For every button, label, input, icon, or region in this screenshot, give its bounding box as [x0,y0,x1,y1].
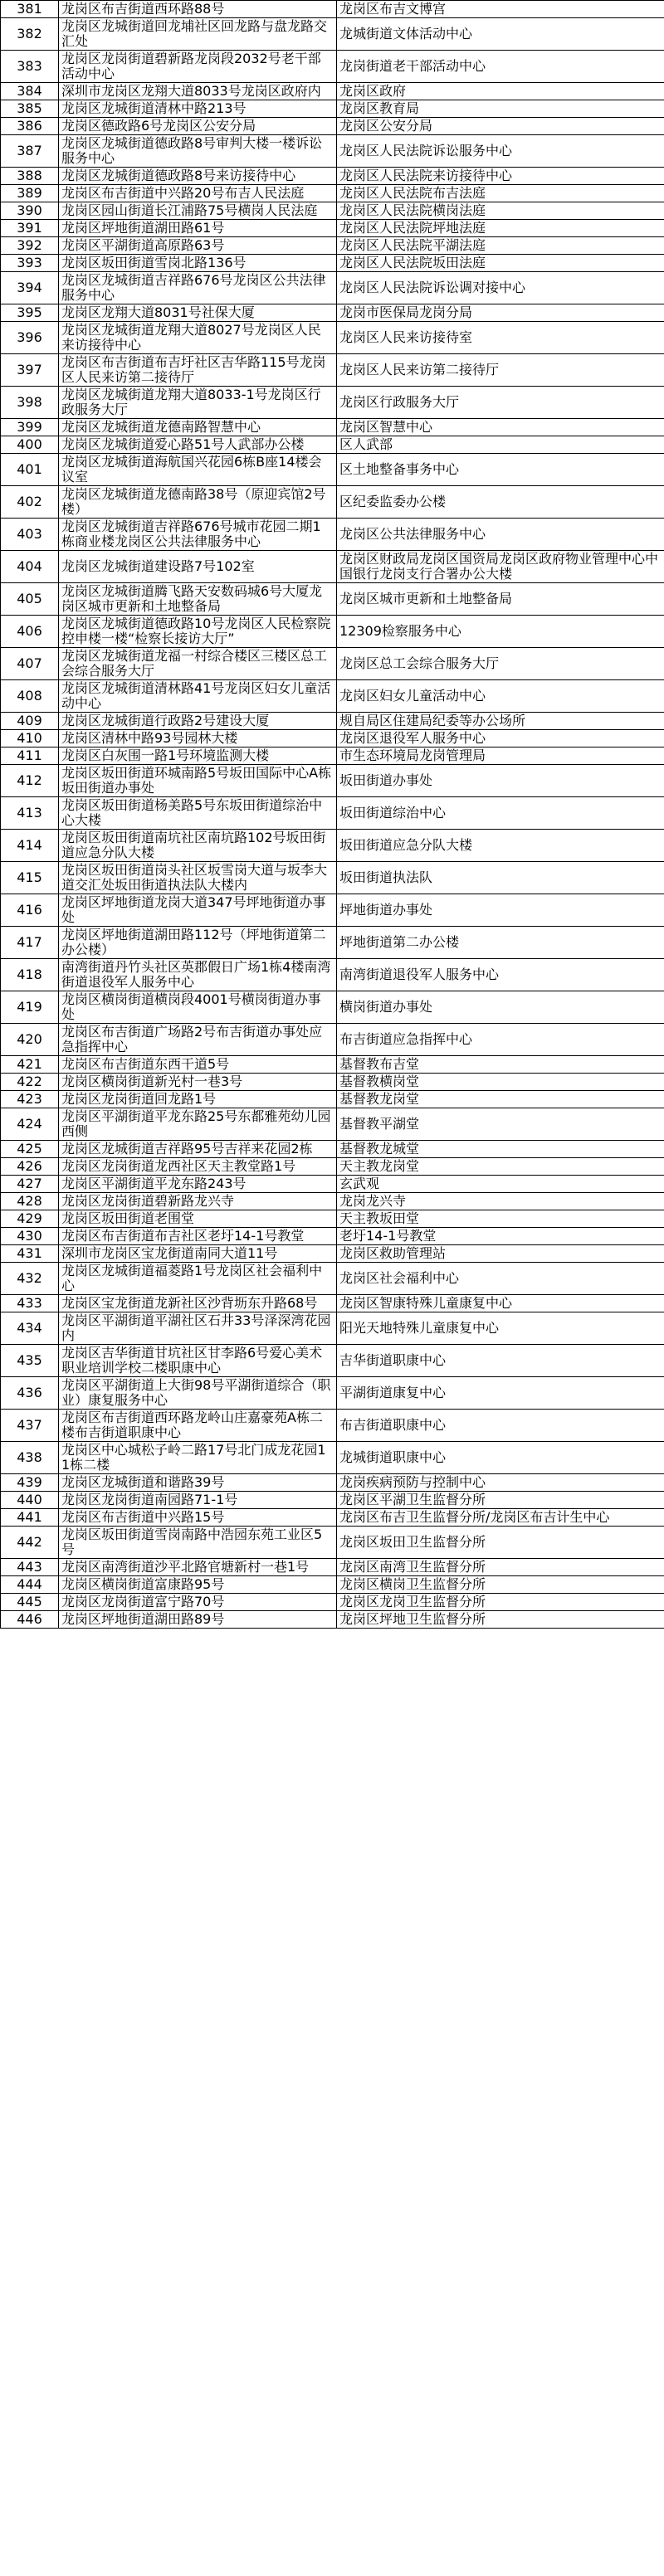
row-name: 龙岗区人民法院布吉法庭 [337,185,664,202]
row-address: 龙岗区坪地街道湖田路89号 [59,1611,337,1629]
row-name: 龙岗区人民法院来访接待中心 [337,168,664,185]
row-address: 龙岗区布吉街道广场路2号布吉街道办事处应急指挥中心 [59,1024,337,1056]
row-name: 龙岗区平湖卫生监督分所 [337,1492,664,1509]
row-name: 龙岗区社会福利中心 [337,1263,664,1295]
row-number: 424 [1,1108,59,1141]
row-name: 龙岗区总工会综合服务大厅 [337,648,664,680]
row-name: 龙岗区坂田卫生监督分所 [337,1527,664,1559]
row-name: 老圩14-1号教堂 [337,1228,664,1245]
row-address: 龙岗区龙城街道吉祥路95号吉祥来花园2栋 [59,1141,337,1158]
row-address: 龙岗区龙岗街道龙西社区天主教堂路1号 [59,1158,337,1176]
table-row [1,830,664,862]
row-address: 龙岗区龙城街道爱心路51号人武部办公楼 [59,436,337,454]
table-row [1,1312,664,1345]
row-name: 龙岗区人民法院诉讼服务中心 [337,135,664,168]
row-address: 龙岗区坂田街道老围堂 [59,1210,337,1228]
row-number: 391 [1,220,59,237]
row-address: 龙岗区坪地街道湖田路61号 [59,220,337,237]
table-row [1,237,664,255]
row-number: 403 [1,519,59,551]
table-row [1,862,664,894]
row-name: 区人武部 [337,436,664,454]
row-number: 406 [1,616,59,648]
table-row [1,1245,664,1263]
row-address: 龙岗区布吉街道布吉圩社区吉华路115号龙岗区人民来访第二接待厅 [59,354,337,387]
row-name: 基督教龙城堂 [337,1141,664,1158]
row-number: 428 [1,1193,59,1210]
table-row [1,1509,664,1527]
table-row [1,1263,664,1295]
row-address: 龙岗区龙城街道龙翔大道8027号龙岗区人民来访接待中心 [59,322,337,354]
table-row [1,1345,664,1377]
row-number: 425 [1,1141,59,1158]
row-name: 布吉街道职康中心 [337,1410,664,1442]
table-row [1,1074,664,1091]
table-row [1,519,664,551]
row-address: 龙岗区白灰围一路1号环境监测大楼 [59,747,337,765]
row-number: 430 [1,1228,59,1245]
row-address: 龙岗区坪地街道龙岗大道347号坪地街道办事处 [59,894,337,927]
row-number: 439 [1,1474,59,1492]
row-name: 龙岗区人民法院横岗法庭 [337,202,664,220]
row-name: 龙岗区人民来访接待室 [337,322,664,354]
table-row [1,1295,664,1312]
row-address: 龙岗区龙城街道龙翔大道8033-1号龙岗区行政服务大厅 [59,387,337,419]
table-row [1,419,664,436]
row-number: 386 [1,118,59,135]
table-row [1,322,664,354]
row-name: 天主教龙岗堂 [337,1158,664,1176]
row-address: 龙岗区龙城街道行政路2号建设大厦 [59,713,337,730]
table-row [1,959,664,991]
row-address: 龙岗区吉华街道甘坑社区甘李路6号爱心美术职业培训学校二楼职康中心 [59,1345,337,1377]
table-row [1,648,664,680]
row-name: 龙岗龙兴寺 [337,1193,664,1210]
row-address: 龙岗区平湖街道平湖社区石井33号泽深湾花园内 [59,1312,337,1345]
row-address: 龙岗区龙岗街道碧新路龙岗段2032号老干部活动中心 [59,51,337,83]
row-address: 龙岗区龙城街道福菱路1号龙岗区社会福利中心 [59,1263,337,1295]
table-row [1,1108,664,1141]
table-row [1,1141,664,1158]
row-name: 龙城街道文体活动中心 [337,18,664,51]
row-address: 南湾街道丹竹头社区英郡假日广场1栋4楼南湾街道退役军人服务中心 [59,959,337,991]
row-number: 440 [1,1492,59,1509]
table-row [1,747,664,765]
row-name: 龙城街道职康中心 [337,1442,664,1474]
table-row [1,387,664,419]
row-address: 龙岗区坪地街道湖田路112号（坪地街道第二办公楼） [59,927,337,959]
row-address: 龙岗区平湖街道高原路63号 [59,237,337,255]
row-number: 422 [1,1074,59,1091]
row-name: 布吉街道应急指挥中心 [337,1024,664,1056]
row-number: 384 [1,83,59,100]
table-row [1,436,664,454]
row-address: 龙岗区龙翔大道8031号社保大厦 [59,304,337,322]
row-address: 龙岗区龙城街道建设路7号102室 [59,551,337,583]
row-number: 390 [1,202,59,220]
row-address: 龙岗区龙城街道清林中路213号 [59,100,337,118]
row-name: 基督教龙岗堂 [337,1091,664,1108]
row-name: 基督教平湖堂 [337,1108,664,1141]
row-number: 433 [1,1295,59,1312]
table-row [1,486,664,519]
row-number: 383 [1,51,59,83]
row-address: 龙岗区布吉街道东西干道5号 [59,1056,337,1074]
row-number: 431 [1,1245,59,1263]
row-name: 坪地街道第二办公楼 [337,927,664,959]
table-row [1,1377,664,1410]
row-number: 410 [1,730,59,747]
row-number: 427 [1,1176,59,1193]
table-row [1,100,664,118]
row-number: 402 [1,486,59,519]
row-name: 天主教坂田堂 [337,1210,664,1228]
row-number: 436 [1,1377,59,1410]
table-row [1,1056,664,1074]
row-number: 389 [1,185,59,202]
row-number: 385 [1,100,59,118]
row-number: 399 [1,419,59,436]
row-name: 市生态环境局龙岗管理局 [337,747,664,765]
table-row [1,83,664,100]
row-number: 412 [1,765,59,797]
row-number: 394 [1,272,59,304]
row-name: 横岗街道办事处 [337,991,664,1024]
row-address: 龙岗区龙岗街道南园路71-1号 [59,1492,337,1509]
row-name: 龙岗区龙岗卫生监督分所 [337,1594,664,1611]
row-number: 400 [1,436,59,454]
row-address: 龙岗区龙城街道海航国兴花园6栋B座14楼会议室 [59,454,337,486]
table-row [1,991,664,1024]
row-name: 龙岗区政府 [337,83,664,100]
row-address: 龙岗区龙城街道吉祥路676号龙岗区公共法律服务中心 [59,272,337,304]
row-number: 426 [1,1158,59,1176]
row-name: 玄武观 [337,1176,664,1193]
table-row [1,1410,664,1442]
row-address: 龙岗区坂田街道环城南路5号坂田国际中心A栋坂田街道办事处 [59,765,337,797]
table-row [1,583,664,616]
table-row [1,1527,664,1559]
row-address: 龙岗区横岗街道横岗段4001号横岗街道办事处 [59,991,337,1024]
row-number: 434 [1,1312,59,1345]
row-address: 龙岗区龙城街道回龙埔社区回龙路与盘龙路交汇处 [59,18,337,51]
row-name: 12309检察服务中心 [337,616,664,648]
row-number: 419 [1,991,59,1024]
row-number: 418 [1,959,59,991]
row-name: 龙岗区人民法院平湖法庭 [337,237,664,255]
row-name: 龙岗区公安分局 [337,118,664,135]
row-number: 397 [1,354,59,387]
row-name: 龙岗区南湾卫生监督分所 [337,1559,664,1576]
row-number: 423 [1,1091,59,1108]
row-name: 龙岗区救助管理站 [337,1245,664,1263]
table-row [1,1492,664,1509]
table-row [1,1611,664,1629]
row-number: 416 [1,894,59,927]
row-name: 龙岗区人民法院诉讼调对接中心 [337,272,664,304]
row-number: 395 [1,304,59,322]
row-name: 龙岗区人民法院坪地法庭 [337,220,664,237]
table-row [1,1474,664,1492]
row-number: 442 [1,1527,59,1559]
row-address: 龙岗区龙城街道龙德南路38号（原迎宾馆2号楼） [59,486,337,519]
table-row [1,135,664,168]
row-name: 龙岗区横岗卫生监督分所 [337,1576,664,1594]
row-name: 南湾街道退役军人服务中心 [337,959,664,991]
table-row [1,118,664,135]
table-row [1,1442,664,1474]
row-name: 坂田街道执法队 [337,862,664,894]
table-row [1,680,664,713]
row-address: 龙岗区平湖街道平龙东路25号东都雅苑幼儿园西侧 [59,1108,337,1141]
row-number: 446 [1,1611,59,1629]
table-row [1,202,664,220]
row-number: 408 [1,680,59,713]
row-address: 龙岗区平湖街道平龙东路243号 [59,1176,337,1193]
row-name: 坂田街道综治中心 [337,797,664,830]
row-number: 438 [1,1442,59,1474]
row-number: 387 [1,135,59,168]
table-row [1,713,664,730]
row-name: 规自局区住建局纪委等办公场所 [337,713,664,730]
row-address: 龙岗区中心城松子岭二路17号北门成龙花园11栋二楼 [59,1442,337,1474]
row-number: 414 [1,830,59,862]
table-row [1,255,664,272]
row-number: 443 [1,1559,59,1576]
row-number: 432 [1,1263,59,1295]
table-row [1,1091,664,1108]
table-row [1,1193,664,1210]
row-number: 421 [1,1056,59,1074]
row-name: 龙岗区布吉文博宫 [337,1,664,18]
table-row [1,894,664,927]
row-number: 396 [1,322,59,354]
row-address: 龙岗区龙城街道和谐路39号 [59,1474,337,1492]
row-name: 龙岗街道老干部活动中心 [337,51,664,83]
row-address: 龙岗区龙岗街道富宁路70号 [59,1594,337,1611]
row-address: 深圳市龙岗区宝龙街道南同大道11号 [59,1245,337,1263]
row-number: 381 [1,1,59,18]
table-row [1,551,664,583]
row-name: 基督教布吉堂 [337,1056,664,1074]
row-address: 龙岗区布吉街道西环路龙岭山庄嘉豪苑A栋二楼布吉街道职康中心 [59,1410,337,1442]
row-address: 龙岗区布吉街道中兴路15号 [59,1509,337,1527]
row-name: 龙岗区智慧中心 [337,419,664,436]
table-row [1,185,664,202]
row-number: 420 [1,1024,59,1056]
row-address: 龙岗区龙城街道清林路41号龙岗区妇女儿童活动中心 [59,680,337,713]
row-number: 441 [1,1509,59,1527]
table-row [1,220,664,237]
row-name: 龙岗区智康特殊儿童康复中心 [337,1295,664,1312]
row-address: 深圳市龙岗区龙翔大道8033号龙岗区政府内 [59,83,337,100]
table-row [1,927,664,959]
row-address: 龙岗区坂田街道南坑社区南坑路102号坂田街道应急分队大楼 [59,830,337,862]
table-row [1,1594,664,1611]
table-body [1,1,664,1629]
row-number: 407 [1,648,59,680]
table-row [1,765,664,797]
row-name: 阳光天地特殊儿童康复中心 [337,1312,664,1345]
row-name: 龙岗疾病预防与控制中心 [337,1474,664,1492]
row-number: 388 [1,168,59,185]
row-address: 龙岗区宝龙街道龙新社区沙背坜东升路68号 [59,1295,337,1312]
table-row [1,304,664,322]
row-number: 444 [1,1576,59,1594]
row-number: 417 [1,927,59,959]
row-address: 龙岗区坂田街道岗头社区坂雪岗大道与坂李大道交汇处坂田街道执法队大楼内 [59,862,337,894]
table-row [1,272,664,304]
row-name: 龙岗区公共法律服务中心 [337,519,664,551]
row-number: 392 [1,237,59,255]
row-name: 龙岗区坪地卫生监督分所 [337,1611,664,1629]
row-address: 龙岗区园山街道长江浦路75号横岗人民法庭 [59,202,337,220]
table-row [1,51,664,83]
row-name: 龙岗市医保局龙岗分局 [337,304,664,322]
row-number: 398 [1,387,59,419]
row-number: 415 [1,862,59,894]
row-number: 393 [1,255,59,272]
row-address: 龙岗区龙城街道腾飞路天安数码城6号大厦龙岗区城市更新和土地整备局 [59,583,337,616]
row-number: 429 [1,1210,59,1228]
table-row [1,1576,664,1594]
row-name: 区土地整备事务中心 [337,454,664,486]
row-address: 龙岗区横岗街道新光村一巷3号 [59,1074,337,1091]
row-name: 平湖街道康复中心 [337,1377,664,1410]
row-name: 龙岗区人民来访第二接待厅 [337,354,664,387]
row-name: 区纪委监委办公楼 [337,486,664,519]
row-address: 龙岗区坂田街道雪岗北路136号 [59,255,337,272]
row-name: 龙岗区财政局龙岗区国资局龙岗区政府物业管理中心中国银行龙岗支行合署办公大楼 [337,551,664,583]
row-name: 基督教横岗堂 [337,1074,664,1091]
row-address: 龙岗区平湖街道上大街98号平湖街道综合（职业）康复服务中心 [59,1377,337,1410]
row-name: 龙岗区人民法院坂田法庭 [337,255,664,272]
table-row [1,1176,664,1193]
table-row [1,18,664,51]
row-name: 坪地街道办事处 [337,894,664,927]
row-address: 龙岗区龙城街道德政路8号来访接待中心 [59,168,337,185]
table-row [1,1158,664,1176]
row-name: 龙岗区行政服务大厅 [337,387,664,419]
row-address: 龙岗区南湾街道沙平北路官塘新村一巷1号 [59,1559,337,1576]
row-name: 龙岗区布吉卫生监督分所/龙岗区布吉计生中心 [337,1509,664,1527]
row-number: 413 [1,797,59,830]
row-address: 龙岗区龙岗街道碧新路龙兴寺 [59,1193,337,1210]
row-address: 龙岗区龙城街道德政路8号审判大楼一楼诉讼服务中心 [59,135,337,168]
row-address: 龙岗区坂田街道雪岗南路中浩园东苑工业区5号 [59,1527,337,1559]
row-address: 龙岗区横岗街道富康路95号 [59,1576,337,1594]
row-address: 龙岗区龙城街道吉祥路676号城市花园二期1栋商业楼龙岗区公共法律服务中心 [59,519,337,551]
row-name: 龙岗区妇女儿童活动中心 [337,680,664,713]
row-name: 坂田街道办事处 [337,765,664,797]
row-address: 龙岗区龙城街道龙德南路智慧中心 [59,419,337,436]
row-address: 龙岗区德政路6号龙岗区公安分局 [59,118,337,135]
table-row [1,168,664,185]
row-address: 龙岗区布吉街道中兴路20号布吉人民法庭 [59,185,337,202]
row-number: 445 [1,1594,59,1611]
table-row [1,616,664,648]
row-name: 龙岗区城市更新和土地整备局 [337,583,664,616]
table-row [1,354,664,387]
row-address: 龙岗区龙岗街道回龙路1号 [59,1091,337,1108]
row-number: 437 [1,1410,59,1442]
row-address: 龙岗区布吉街道西环路88号 [59,1,337,18]
row-name: 龙岗区教育局 [337,100,664,118]
table-row [1,1559,664,1576]
table-row [1,730,664,747]
row-name: 坂田街道应急分队大楼 [337,830,664,862]
row-address: 龙岗区布吉街道布吉社区老圩14-1号教堂 [59,1228,337,1245]
row-number: 404 [1,551,59,583]
table-row [1,1210,664,1228]
row-name: 吉华街道职康中心 [337,1345,664,1377]
table-row [1,454,664,486]
row-address: 龙岗区龙城街道德政路10号龙岗区人民检察院控申楼一楼“检察长接访大厅” [59,616,337,648]
table-row [1,797,664,830]
table-row [1,1,664,18]
row-address: 龙岗区坂田街道杨美路5号东坂田街道综治中心大楼 [59,797,337,830]
row-number: 435 [1,1345,59,1377]
row-number: 409 [1,713,59,730]
row-number: 382 [1,18,59,51]
row-number: 405 [1,583,59,616]
row-number: 401 [1,454,59,486]
row-number: 411 [1,747,59,765]
row-address: 龙岗区龙城街道龙福一村综合楼区三楼区总工会综合服务大厅 [59,648,337,680]
table-row [1,1228,664,1245]
row-name: 龙岗区退役军人服务中心 [337,730,664,747]
row-address: 龙岗区清林中路93号园林大楼 [59,730,337,747]
table-row [1,1024,664,1056]
